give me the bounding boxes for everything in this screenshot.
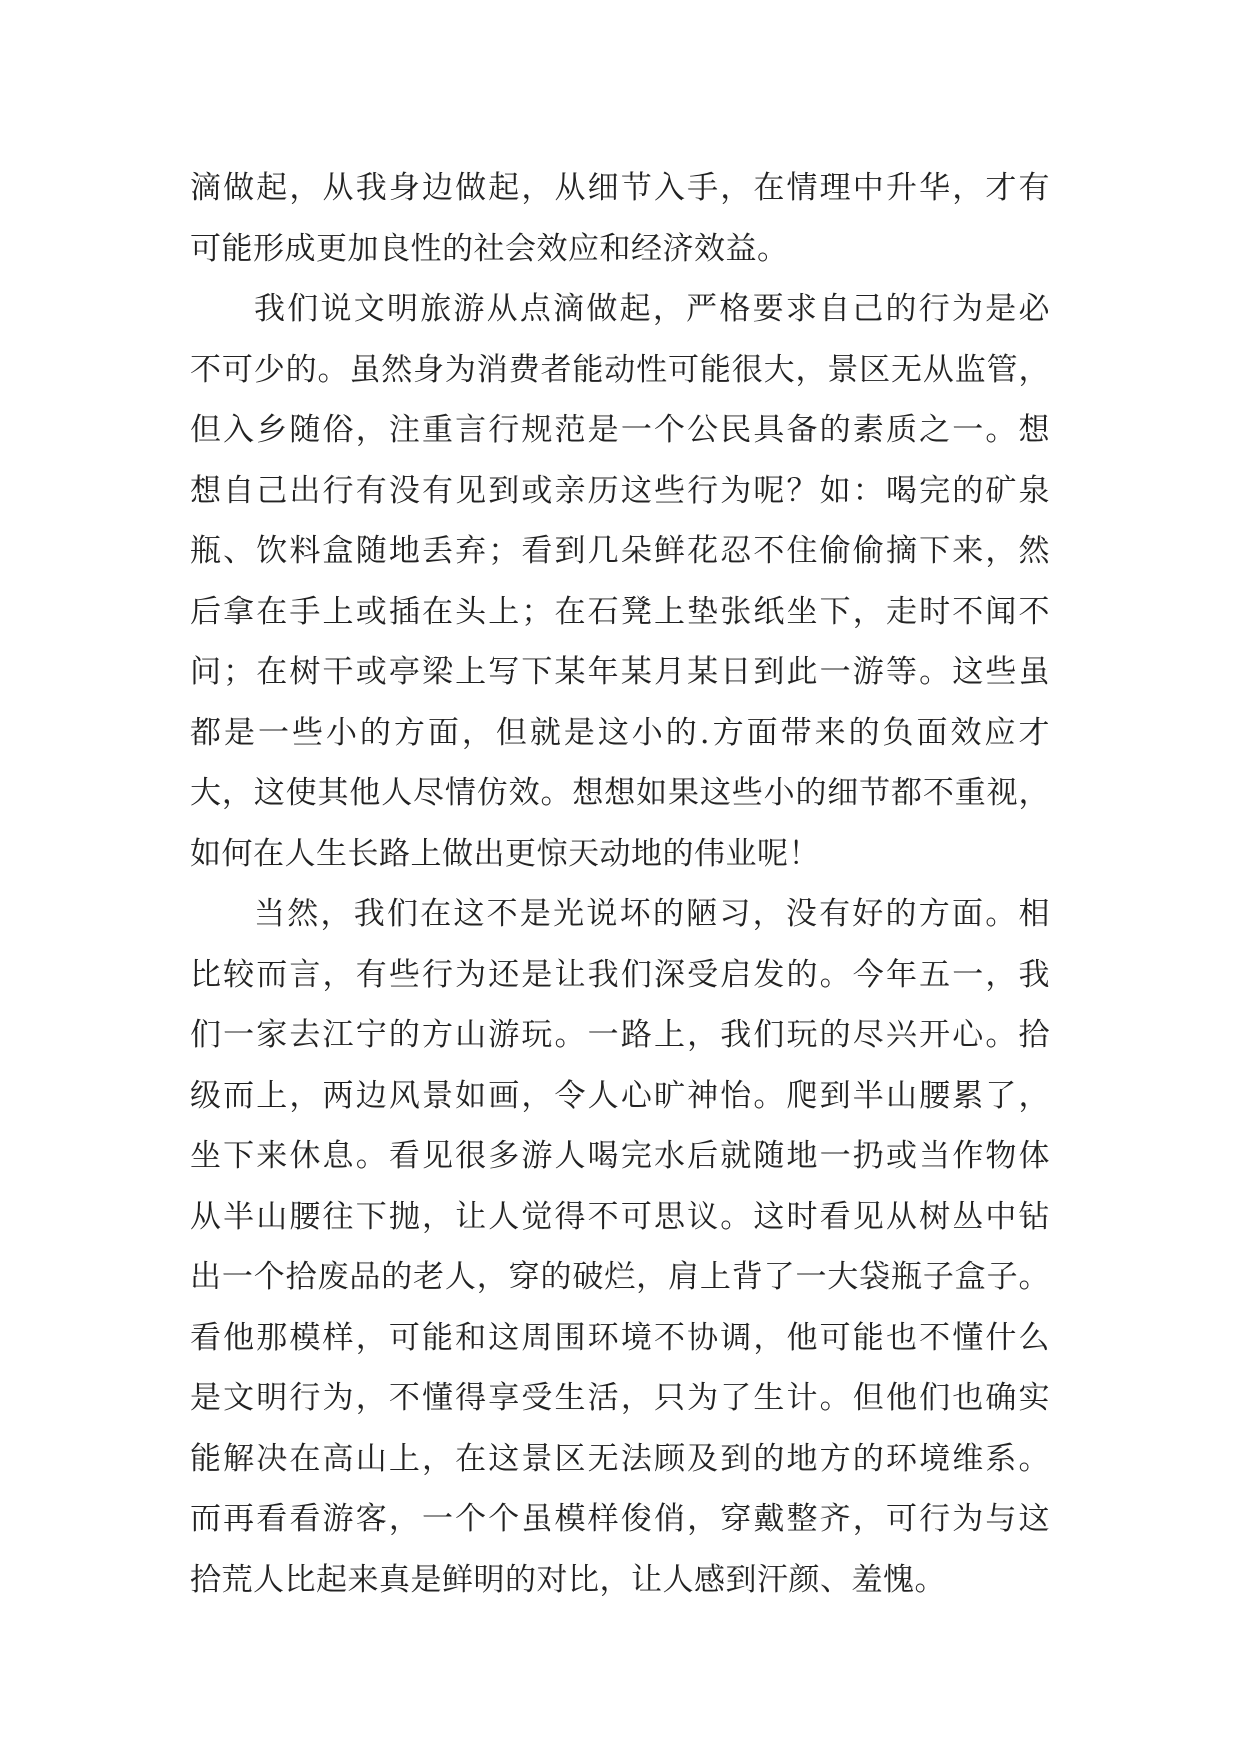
- text-line: 想自己出行有没有见到或亲历这些行为呢？如：喝完的矿泉: [190, 472, 1050, 509]
- text-line: 都是一些小的方面，但就是这小的.方面带来的负面效应才: [190, 714, 1050, 751]
- text-line: 拾荒人比起来真是鲜明的对比，让人感到汗颜、羞愧。: [190, 1561, 946, 1598]
- text-line: 大，这使其他人尽情仿效。想想如果这些小的细节都不重视，: [190, 775, 1050, 811]
- text-line: 不可少的。虽然身为消费者能动性可能很大，景区无从监管，: [190, 351, 1050, 388]
- paragraph-first-line: 当然，我们在这不是光说坏的陋习，没有好的方面。相: [254, 896, 1050, 932]
- text-line: 问；在树干或亭梁上写下某年某月某日到此一游等。这些虽: [190, 654, 1050, 690]
- text-line: 而再看看游客，一个个虽模样俊俏，穿戴整齐，可行为与这: [190, 1501, 1050, 1537]
- text-line: 是文明行为，不懂得享受生活，只为了生计。但他们也确实: [190, 1380, 1050, 1416]
- text-line: 后拿在手上或插在头上；在石凳上垫张纸坐下，走时不闻不: [190, 593, 1050, 630]
- text-line: 看他那模样，可能和这周围环境不协调，他可能也不懂什么: [190, 1319, 1050, 1356]
- text-line: 比较而言，有些行为还是让我们深受启发的。今年五一，我: [190, 956, 1050, 993]
- text-line: 级而上，两边风景如画，令人心旷神怡。爬到半山腰累了，: [190, 1077, 1050, 1114]
- text-line: 可能形成更加良性的社会效应和经济效益。: [190, 230, 789, 267]
- text-line: 如何在人生长路上做出更惊天动地的伟业呢！: [190, 835, 820, 872]
- text-line: 滴做起，从我身边做起，从细节入手，在情理中升华，才有: [190, 170, 1050, 206]
- text-line: 瓶、饮料盒随地丢弃；看到几朵鲜花忍不住偷偷摘下来，然: [190, 533, 1050, 569]
- text-line: 坐下来休息。看见很多游人喝完水后就随地一扔或当作物体: [190, 1138, 1050, 1174]
- text-line: 出一个拾废品的老人，穿的破烂，肩上背了一大袋瓶子盒子。: [190, 1259, 1050, 1295]
- text-line: 但入乡随俗，注重言行规范是一个公民具备的素质之一。想: [190, 412, 1050, 448]
- text-line: 们一家去江宁的方山游玩。一路上，我们玩的尽兴开心。拾: [190, 1017, 1050, 1053]
- body-text: [190, 158, 1050, 1610]
- text-line: 从半山腰往下抛，让人觉得不可思议。这时看见从树丛中钻: [190, 1198, 1050, 1235]
- paragraph-first-line: 我们说文明旅游从点滴做起，严格要求自己的行为是必: [254, 291, 1050, 327]
- text-line: 能解决在高山上，在这景区无法顾及到的地方的环境维系。: [190, 1440, 1050, 1477]
